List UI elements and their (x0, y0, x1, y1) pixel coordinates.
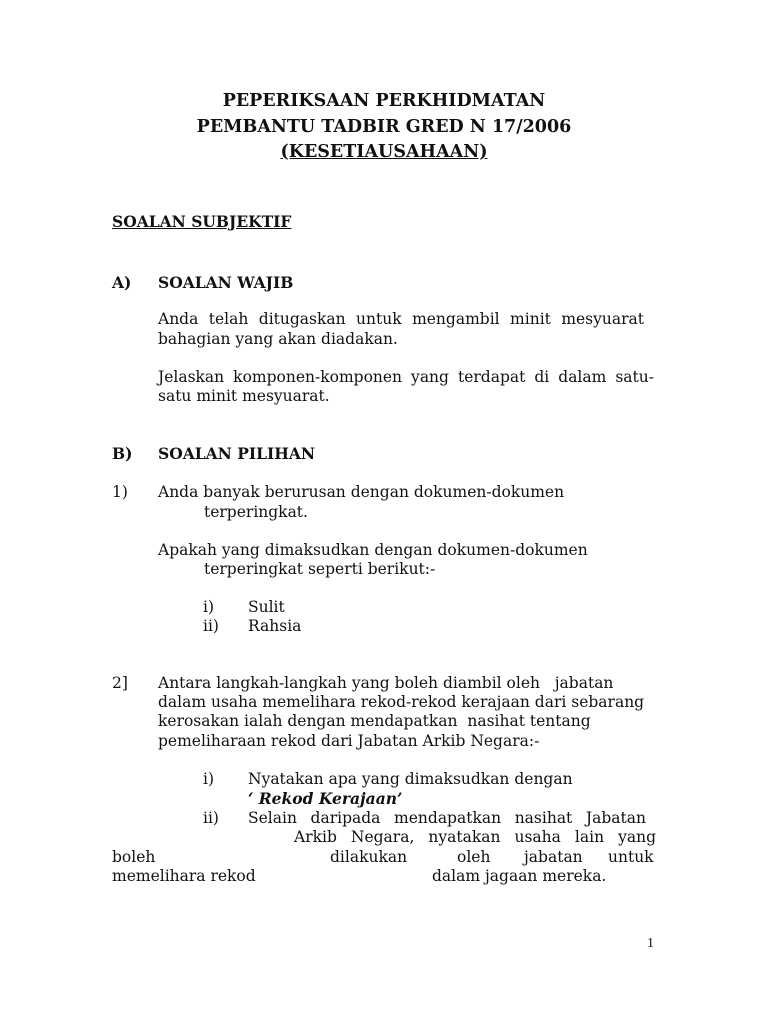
q2-sub1-number: i) (203, 770, 215, 788)
q2-sub2-line-1: Selain daripada mendapatkan nasihat Jabatan (248, 809, 646, 827)
q2-sub2-word-oleh: oleh (457, 848, 491, 866)
q1-line-4: terperingkat seperti berikut:- (204, 560, 436, 578)
part-a-para1-line2: bahagian yang akan diadakan. (158, 330, 398, 348)
q2-line-3: kerosakan ialah dengan mendapatkan nasihat tentang (158, 712, 591, 730)
part-a-para1-line1: Anda telah ditugaskan untuk mengambil minit mesyuarat (158, 310, 644, 328)
q2-number: 2] (112, 674, 128, 692)
q2-line-2: dalam usaha memelihara rekod-rekod kerajaan dari sebarang (158, 693, 645, 711)
q2-sub2-line-4b: dalam jagaan mereka. (432, 867, 607, 885)
title-line-2: PEMBANTU TADBIR GRED N 17/2006 (196, 117, 572, 137)
q2-sub2-word-untuk: untuk (608, 848, 654, 866)
q1-line-3: Apakah yang dimaksudkan dengan dokumen-dokumen (158, 541, 588, 559)
title-line-3: (KESETIAUSAHAAN) (280, 142, 488, 162)
part-b-label: B) (112, 444, 133, 463)
part-b-heading: SOALAN PILIHAN (158, 444, 316, 463)
part-a-heading: SOALAN WAJIB (158, 273, 294, 292)
q2-sub2-number: ii) (203, 809, 219, 827)
q2-sub2-word-dilakukan: dilakukan (330, 848, 408, 866)
q2-sub1-text: Nyatakan apa yang dimaksudkan dengan (248, 770, 573, 788)
q2-sub2-word-jabatan: jabatan (524, 848, 583, 866)
q1-line-2: terperingkat. (204, 503, 308, 521)
q1-item-2-text: Rahsia (248, 617, 302, 635)
q2-sub2-word-boleh: boleh (112, 848, 156, 866)
q1-number: 1) (112, 483, 128, 501)
page-number: 1 (647, 936, 654, 951)
q2-line-1: Antara langkah-langkah yang boleh diambil oleh jabatan (158, 674, 614, 692)
part-a-para2-line1: Jelaskan komponen-komponen yang terdapat di dalam satu- (158, 368, 654, 386)
q1-item-1-num: i) (203, 598, 215, 616)
part-a-label: A) (112, 273, 132, 292)
q2-sub2-line-4a: memelihara rekod (112, 867, 256, 885)
title-line-1: PEPERIKSAAN PERKHIDMATAN (222, 91, 546, 111)
q2-sub1-term: ‘ Rekod Kerajaan’ (248, 789, 403, 808)
q1-item-2-num: ii) (203, 617, 219, 635)
q1-line-1: Anda banyak berurusan dengan dokumen-dokumen (158, 483, 565, 501)
part-a-para2-line2: satu minit mesyuarat. (158, 387, 330, 405)
q2-line-4: pemeliharaan rekod dari Jabatan Arkib Negara:- (158, 732, 540, 750)
q1-item-1-text: Sulit (248, 598, 285, 616)
section-title: SOALAN SUBJEKTIF (112, 212, 292, 231)
q2-sub2-line-2: Arkib Negara, nyatakan usaha lain yang (294, 828, 656, 846)
